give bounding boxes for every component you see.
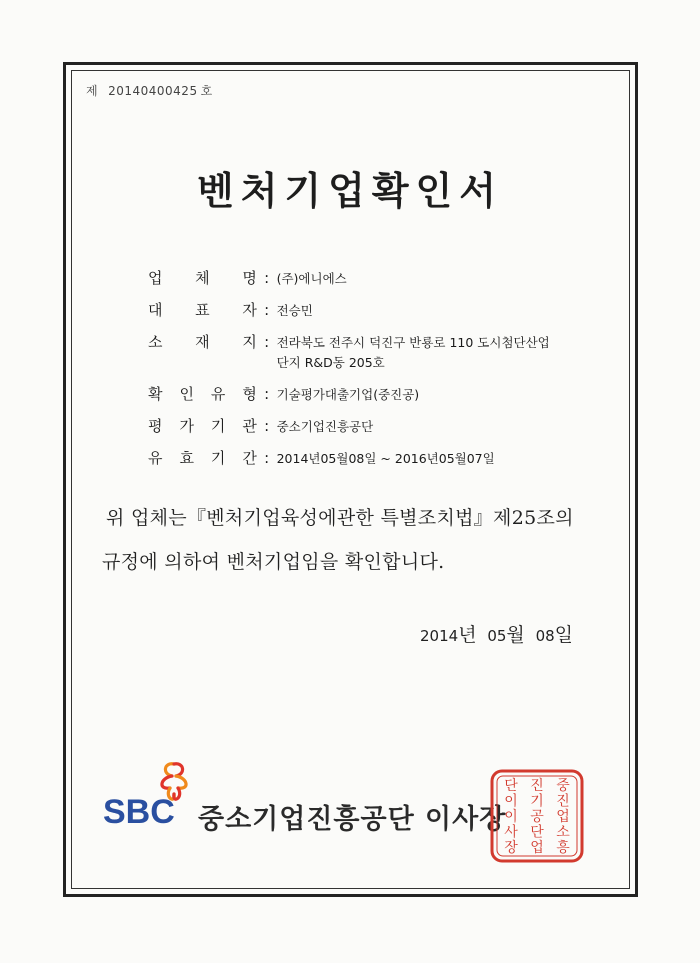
field-value — [277, 448, 608, 469]
field-colon: : — [264, 449, 270, 467]
confirmation-statement — [102, 496, 622, 584]
field-label-char: 관 — [242, 417, 257, 435]
field-label-char: 지 — [242, 333, 257, 351]
field-row — [148, 300, 608, 321]
seal-character: 업 — [530, 840, 544, 856]
field-label-char: 평 — [148, 417, 163, 435]
field-label-char: 확 — [148, 385, 163, 403]
seal-character: 공 — [530, 809, 544, 825]
seal-character: 업 — [556, 809, 570, 825]
issue-year-unit: 년 — [458, 624, 477, 646]
cert-number-suffix: 호 — [200, 84, 213, 98]
field-label-char: 소 — [148, 333, 163, 351]
issue-month-unit: 월 — [506, 624, 525, 646]
field-row — [148, 332, 608, 373]
field-label — [148, 448, 257, 468]
field-label-char: 간 — [242, 449, 257, 467]
field-colon: : — [264, 385, 270, 403]
field-value-line: 전라북도 전주시 덕진구 반룡로 110 도시첨단산업 — [276, 335, 550, 350]
seal-character: 중 — [556, 778, 570, 794]
issuer-name: 중소기업진흥공단 이사장 — [198, 804, 507, 835]
field-label — [148, 268, 257, 288]
field-value-line: 기술평가대출기업(중진공) — [276, 387, 420, 402]
field-label-char: 대 — [148, 301, 163, 319]
seal-character: 소 — [556, 824, 570, 841]
issue-day: 08 — [535, 627, 555, 645]
field-label — [148, 300, 257, 320]
field-colon: : — [264, 269, 270, 287]
field-value — [277, 416, 608, 437]
seal-character: 흥 — [556, 840, 570, 856]
seal-character: 단 — [504, 778, 518, 794]
sbc-logo-text: SBC — [103, 793, 175, 831]
field-row — [148, 268, 608, 289]
field-label-char: 효 — [179, 449, 194, 467]
statement-line-1: 위 업체는『벤처기업육성에관한 특별조치법』제25조의 — [106, 507, 574, 529]
company-info-fields — [148, 268, 608, 480]
field-label-char: 유 — [148, 449, 163, 467]
cert-number-value: 20140400425 — [108, 84, 198, 98]
certificate-number — [86, 82, 213, 99]
field-label-char: 표 — [195, 301, 210, 319]
issue-day-unit: 일 — [554, 624, 574, 646]
field-value-line: 전승민 — [276, 303, 313, 318]
issue-month: 05 — [487, 627, 507, 645]
field-value-line: 2014년05월08일 ~ 2016년05월07일 — [276, 451, 495, 466]
field-label-char: 기 — [210, 417, 226, 435]
field-label-char: 업 — [148, 269, 163, 287]
field-value — [277, 384, 608, 405]
field-label-char: 명 — [242, 269, 257, 287]
field-label-char: 형 — [242, 385, 257, 403]
official-seal-icon — [489, 768, 585, 864]
field-value — [277, 332, 608, 373]
field-value-line: 중소기업진흥공단 — [276, 419, 374, 434]
seal-character: 이 — [504, 809, 518, 825]
field-label-char: 자 — [242, 301, 257, 319]
field-row — [148, 448, 608, 469]
seal-character: 이 — [504, 793, 518, 810]
field-label-char: 유 — [210, 385, 226, 403]
field-label — [148, 416, 257, 436]
field-row — [148, 416, 608, 437]
field-colon: : — [264, 417, 270, 435]
seal-character: 장 — [504, 840, 518, 856]
seal-character: 진 — [530, 778, 544, 794]
cert-number-prefix: 제 — [86, 84, 99, 98]
issue-year: 2014 — [420, 627, 459, 645]
field-colon: : — [264, 301, 270, 319]
seal-character: 진 — [556, 793, 570, 810]
field-label-char: 체 — [195, 269, 210, 287]
document-title: 벤처기업확인서 — [197, 168, 503, 213]
field-label — [148, 332, 257, 352]
field-value — [277, 268, 608, 289]
field-label-char: 가 — [179, 417, 194, 435]
statement-line-2: 규정에 의하여 벤처기업임을 확인합니다. — [102, 551, 445, 573]
field-value-line: (주)에니에스 — [276, 271, 347, 286]
seal-character: 단 — [530, 824, 544, 841]
seal-character: 사 — [504, 824, 518, 841]
field-label — [148, 384, 257, 404]
issue-date — [420, 620, 579, 647]
field-label-char: 인 — [179, 385, 194, 403]
field-row — [148, 384, 608, 405]
field-colon: : — [264, 333, 270, 351]
field-value-line: 단지 R&D동 205호 — [276, 355, 385, 370]
field-label-char: 기 — [210, 449, 226, 467]
field-label-char: 재 — [195, 333, 210, 351]
field-value — [277, 300, 608, 321]
seal-character: 기 — [530, 793, 544, 810]
